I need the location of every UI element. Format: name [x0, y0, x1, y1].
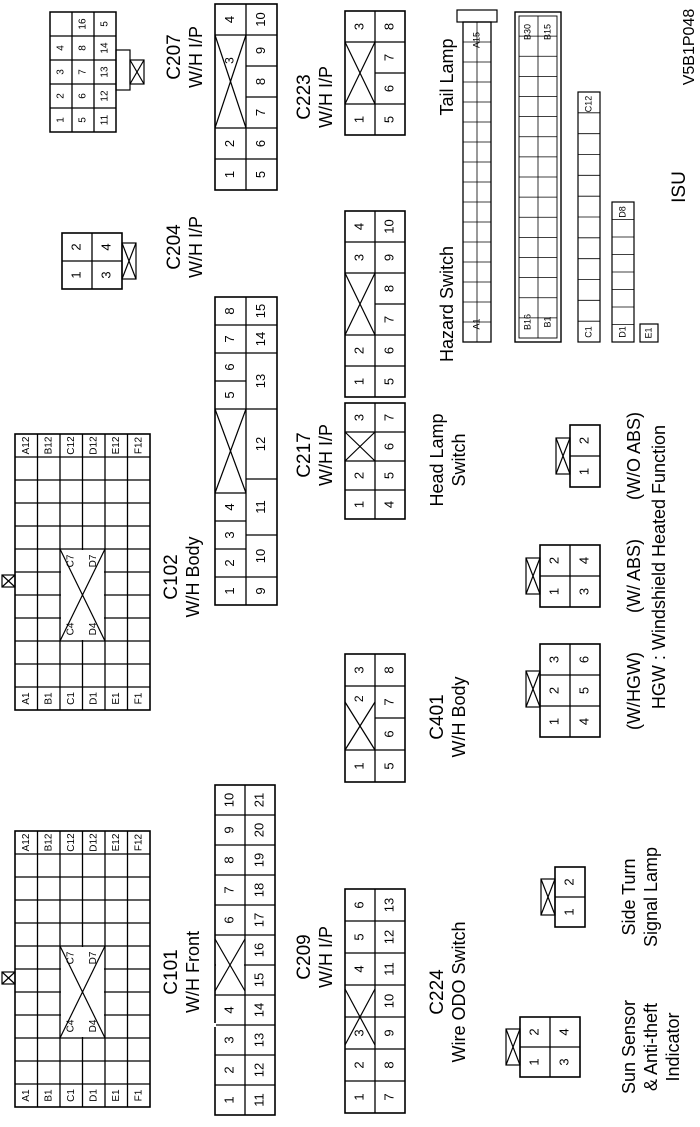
pin-label: 3	[221, 1036, 237, 1044]
pin-label: 5	[576, 686, 592, 695]
pin-label: 7	[381, 1093, 397, 1101]
pin-label: D7	[88, 951, 100, 965]
pin-label: 4	[576, 556, 592, 565]
w-hgw-label: (W/HGW)	[623, 652, 644, 730]
pin-label: 1	[546, 587, 562, 596]
connector-caption: W/H Body	[182, 536, 203, 618]
connector-caption: C223	[294, 74, 316, 120]
pin-label: F12	[133, 833, 145, 852]
pin-label: 2	[546, 686, 562, 695]
wo-abs-connector	[556, 412, 644, 500]
c209-connector	[214, 785, 336, 1115]
pin-label: 8	[381, 1061, 397, 1069]
pin-label: C12	[65, 436, 77, 455]
pin-label: 2	[221, 1066, 237, 1074]
pin-label: 4	[98, 243, 114, 251]
head-lamp-label: Switch	[448, 433, 469, 487]
pin-label: E1	[110, 1089, 122, 1102]
pin-label: 6	[576, 655, 592, 664]
pin-label: C1	[65, 1089, 77, 1102]
pin-label: 1	[351, 500, 367, 509]
pin-label: 3	[576, 587, 592, 596]
pin-label: 12	[251, 1062, 267, 1078]
sun-sensor-connector	[506, 1000, 683, 1094]
pin-label: 16	[251, 942, 267, 958]
pin-label: 10	[381, 219, 397, 234]
pin-label: 1	[221, 587, 237, 595]
pin-label: B1	[43, 692, 55, 705]
side-turn-label: Side Turn	[618, 858, 639, 936]
pin-label: 6	[221, 916, 237, 924]
pin-label: 5	[381, 762, 397, 770]
pin-label: B16	[522, 313, 533, 331]
hgw-note-text: HGW : Windshield Heated Function	[648, 424, 669, 710]
pin-label: 9	[381, 1029, 397, 1037]
pin-label: 2	[351, 471, 367, 480]
pin-label: 1	[561, 908, 577, 916]
pin-label: 1	[576, 467, 592, 476]
connector-caption: C217	[294, 432, 316, 478]
pin-label: B12	[43, 436, 55, 455]
tail-lamp-label: Tail Lamp	[436, 38, 457, 116]
connector-caption: C102	[161, 554, 183, 600]
pin-label: 4	[55, 45, 67, 51]
pin-label: 19	[251, 852, 267, 868]
connector-caption: W/H I/P	[315, 424, 336, 486]
pin-label: 14	[252, 331, 268, 347]
w-abs-label: (W/ ABS)	[623, 538, 644, 614]
pin-label: 8	[252, 77, 268, 86]
pin-label: 4	[556, 1028, 572, 1036]
pin-label: C4	[65, 622, 77, 636]
pin-label: 18	[251, 882, 267, 898]
pin-label: 7	[221, 335, 237, 343]
pin-label: 11	[251, 1093, 267, 1107]
isu-connector	[457, 10, 690, 342]
head-lamp-label: Head Lamp	[426, 413, 447, 507]
pin-label: 10	[221, 792, 237, 808]
pin-label: C1	[583, 326, 594, 338]
pin-label: E1	[110, 692, 122, 705]
pin-label: 8	[221, 307, 237, 315]
pin-label: 3	[55, 69, 67, 75]
pin-label: 7	[381, 413, 397, 422]
pin-label: 7	[381, 698, 397, 706]
pin-label: 3	[351, 22, 367, 31]
hazard-switch-label: Hazard Switch	[436, 245, 457, 363]
pin-label: 2	[352, 695, 367, 703]
pin-label: B30	[522, 23, 533, 41]
pin-label: 3	[222, 57, 237, 64]
pin-label: E1	[643, 327, 654, 339]
hgw-note	[649, 425, 669, 709]
pin-label: 6	[381, 442, 397, 451]
pin-label: 2	[576, 436, 592, 445]
pin-label: 2	[351, 346, 367, 355]
w-hgw-connector	[526, 644, 644, 737]
pin-label: 1	[546, 717, 562, 726]
pin-label: D1	[617, 326, 628, 338]
connector-caption: C209	[294, 934, 316, 980]
pin-label: 2	[546, 556, 562, 565]
pin-label: 1	[55, 117, 67, 123]
pin-label: 13	[251, 1032, 267, 1048]
pin-label: D12	[88, 436, 100, 455]
pin-label: 15	[251, 972, 267, 988]
pin-label: 10	[381, 993, 397, 1009]
pin-label: 6	[381, 84, 397, 93]
pin-label: 8	[77, 45, 89, 51]
pin-label: 6	[351, 901, 367, 909]
pin-label: A1	[20, 692, 32, 705]
pin-label: C7	[65, 951, 77, 965]
pin-label: 4	[221, 503, 237, 511]
c207-connector	[50, 12, 206, 132]
pin-label: 20	[251, 822, 267, 838]
isu-label: ISU	[669, 171, 691, 203]
connector-caption: W/H Front	[182, 930, 203, 1014]
pin-label: 4	[221, 1006, 237, 1014]
pin-label: A12	[20, 436, 32, 455]
pin-label: C7	[65, 554, 77, 568]
connector-caption: W/H I/P	[315, 66, 336, 128]
pin-label: C4	[65, 1019, 77, 1033]
pin-label: 12	[252, 436, 268, 452]
pin-label: 8	[381, 22, 397, 31]
pin-label: 7	[77, 69, 89, 75]
pin-label: 5	[252, 170, 268, 179]
pin-label: D4	[88, 1019, 100, 1033]
pin-label: 12	[99, 90, 111, 102]
connector-caption: W/H I/P	[185, 216, 206, 278]
pin-label: 1	[526, 1058, 542, 1066]
pin-label: 2	[561, 878, 577, 886]
pin-label: 5	[381, 115, 397, 124]
c102-caption	[161, 536, 203, 617]
figure-code-text: V5B1P048	[681, 8, 699, 86]
pin-label: E12	[110, 833, 122, 852]
pin-label: 6	[221, 363, 237, 371]
connector-caption: Wire ODO Switch	[448, 921, 469, 1063]
pin-label: 13	[99, 66, 111, 78]
pin-label: 4	[351, 222, 367, 231]
pin-label: D7	[88, 554, 100, 568]
pin-label: 3	[351, 253, 367, 262]
pin-label: 3	[556, 1058, 572, 1066]
pin-label: 1	[221, 170, 237, 179]
sun-sensor-label: & Anti-theft	[640, 1002, 661, 1092]
connector-caption: W/H I/P	[315, 926, 336, 988]
pin-label: 17	[251, 912, 267, 928]
pin-label: 13	[381, 897, 397, 913]
pin-label: 15	[252, 303, 268, 319]
pin-label: C12	[65, 833, 77, 852]
c401-connector	[345, 654, 469, 782]
c224-connector	[345, 889, 469, 1113]
pin-label: F1	[133, 1089, 145, 1102]
pin-label: C12	[583, 95, 594, 113]
tail-lamp-connector	[345, 11, 457, 135]
pin-label: 10	[252, 548, 268, 564]
sun-sensor-label: Sun Sensor	[618, 999, 639, 1095]
pin-label: A15	[471, 31, 482, 49]
cell-frame	[116, 50, 130, 90]
pin-label: 8	[381, 666, 397, 674]
pin-label: B15	[542, 23, 553, 41]
pin-label: 1	[68, 271, 84, 279]
connector-caption: W/H Body	[448, 676, 469, 758]
pin-label: B1	[542, 316, 553, 328]
c101-caption	[161, 931, 203, 1013]
connector-caption: C204	[164, 224, 186, 270]
pin-label: D12	[88, 833, 100, 852]
pin-label: 4	[351, 965, 367, 973]
pin-label: 6	[252, 139, 268, 148]
pin-label: 4	[221, 15, 237, 24]
figure-code	[681, 9, 698, 86]
gap	[214, 1023, 216, 1027]
pin-label: 9	[252, 587, 268, 595]
pin-label: A12	[20, 833, 32, 852]
pin-label: 3	[98, 271, 114, 279]
pin-label: 2	[221, 139, 237, 148]
connector-caption: C101	[161, 949, 183, 995]
pin-label: F12	[133, 436, 145, 455]
pin-label: 5	[99, 21, 111, 27]
connector-caption: C207	[164, 34, 186, 80]
connector-caption: C224	[427, 969, 449, 1015]
pin-label: 5	[221, 391, 237, 399]
pin-label: 7	[252, 108, 268, 117]
pin-label: 2	[55, 93, 67, 99]
cell-frame	[457, 10, 497, 22]
pin-label: 7	[221, 886, 237, 894]
c101-connector	[2, 831, 150, 1107]
pin-label: 1	[351, 115, 367, 124]
pin-label: 8	[221, 856, 237, 864]
pin-label: C1	[65, 692, 77, 705]
pin-label: D4	[88, 622, 100, 636]
pin-label: 10	[252, 12, 268, 27]
pin-label: 14	[99, 42, 111, 54]
pin-label: F1	[133, 692, 145, 705]
pin-label: B1	[43, 1089, 55, 1102]
c204-connector	[62, 216, 206, 289]
side-turn-connector	[541, 847, 661, 947]
pin-label: 1	[351, 762, 367, 770]
pin-label: 3	[546, 655, 562, 664]
pin-label: 5	[351, 933, 367, 941]
pin-label: 1	[221, 1096, 237, 1104]
c102-connector	[2, 434, 150, 710]
pin-label: 9	[252, 46, 268, 55]
pin-label: 6	[381, 730, 397, 738]
connector-caption: W/H I/P	[185, 26, 206, 88]
pin-label: B12	[43, 833, 55, 852]
pin-label: 5	[381, 377, 397, 386]
pin-label: 1	[351, 377, 367, 386]
pin-label: D8	[617, 206, 628, 218]
pin-label: 2	[351, 1061, 367, 1069]
hazard-switch-connector	[345, 211, 457, 397]
side-turn-label: Signal Lamp	[640, 846, 661, 948]
pin-label: 2	[221, 559, 237, 567]
head-lamp-switch-connector	[345, 403, 469, 519]
connector-caption: C401	[427, 694, 449, 740]
c223-connector	[215, 4, 336, 190]
pin-label: 7	[381, 315, 397, 324]
sun-sensor-label: Indicator	[662, 1012, 683, 1082]
pin-label: 1	[351, 1093, 367, 1101]
c217-connector	[215, 297, 336, 605]
pin-label: 9	[221, 826, 237, 834]
pin-label: 11	[252, 500, 268, 514]
pin-label: 13	[252, 373, 268, 389]
wo-abs-label: (W/O ABS)	[623, 411, 644, 501]
pin-label: A1	[20, 1089, 32, 1102]
pin-label: D1	[88, 692, 100, 705]
pin-label: 5	[77, 117, 89, 123]
pin-label: 11	[99, 114, 111, 126]
pin-label: E12	[110, 436, 122, 455]
pin-label: 3	[351, 413, 367, 422]
key-area	[346, 986, 374, 1016]
pin-label: 21	[251, 792, 267, 808]
pin-label: 14	[251, 1002, 267, 1018]
pin-label: 12	[381, 929, 397, 945]
pin-label: 4	[381, 500, 397, 509]
pin-label: 4	[576, 717, 592, 726]
pin-label: 9	[381, 253, 397, 262]
pin-label: D1	[88, 1089, 100, 1102]
pin-label: 2	[526, 1028, 542, 1036]
pin-label: 3	[221, 531, 237, 539]
w-abs-connector	[526, 539, 644, 613]
pin-label: 3	[351, 666, 367, 674]
pin-label: 7	[381, 53, 397, 62]
pin-label: 16	[77, 18, 89, 30]
pin-label: 3	[351, 1029, 367, 1037]
pin-label: 6	[77, 93, 89, 99]
pin-label: 6	[381, 346, 397, 355]
pin-label: A1	[471, 318, 482, 330]
pin-label: 5	[381, 471, 397, 480]
pin-label: 11	[381, 962, 397, 976]
pin-label: 2	[68, 243, 84, 251]
pin-label: 8	[381, 284, 397, 293]
